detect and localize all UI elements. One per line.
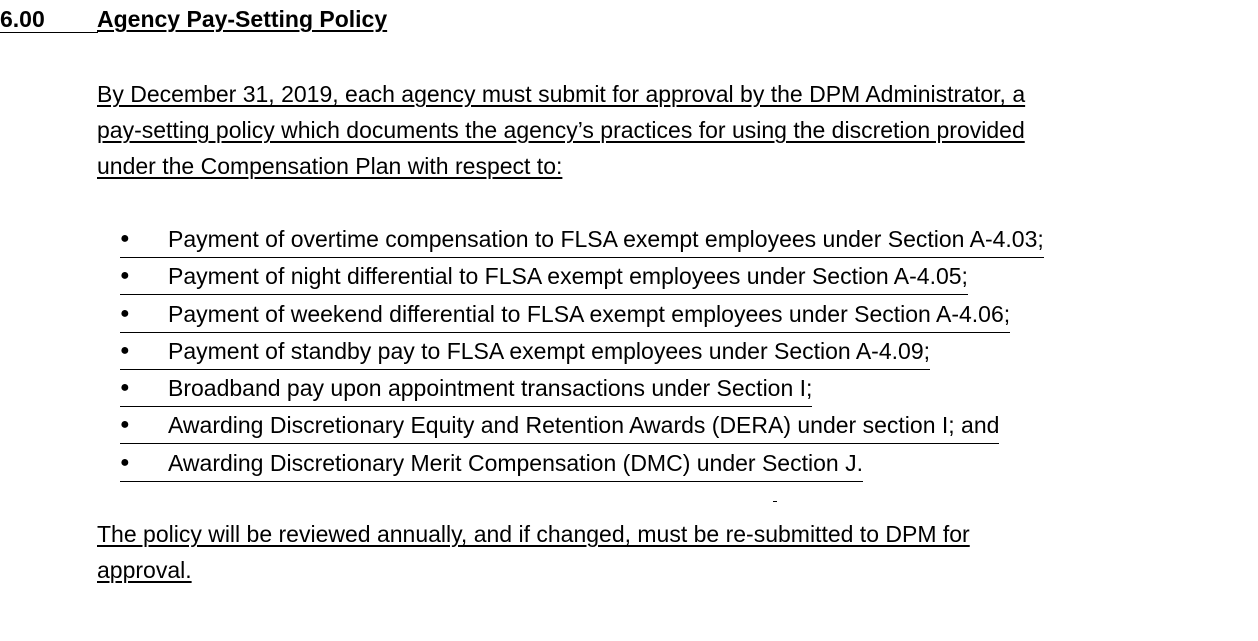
closing-paragraph (97, 516, 970, 588)
list-item-text: Payment of overtime compensation to FLSA exempt employees under Section A-4.03; (168, 226, 1044, 252)
list-item (120, 407, 1044, 444)
list-item-text: Payment of night differential to FLSA exempt employees under Section A-4.05; (168, 263, 968, 290)
list-item (120, 370, 1044, 407)
section-number: 6.00 (0, 4, 98, 33)
bullet-list (120, 221, 1044, 482)
list-item (120, 258, 1044, 295)
list-item (120, 296, 1044, 333)
intro-line: under the Compensation Plan with respect to: (97, 153, 563, 179)
section-title: Agency Pay-Setting Policy (97, 6, 388, 32)
list-item (120, 333, 1044, 370)
bullet-icon: ● (120, 229, 130, 247)
list-item (120, 221, 1044, 258)
bullet-icon: ● (120, 267, 130, 285)
closing-line: The policy will be reviewed annually, and if changed, must be re-submitted to DPM for (97, 521, 970, 547)
bullet-icon: ● (120, 304, 130, 322)
bullet-icon: ● (120, 416, 130, 434)
list-item-text: Payment of weekend differential to FLSA exempt employees under Section A-4.06; (168, 300, 1011, 327)
intro-line: By December 31, 2019, each agency must submit for approval by the DPM Administrator, a (97, 81, 1026, 107)
list-item-text: Payment of standby pay to FLSA exempt employees under Section A-4.09; (168, 337, 930, 364)
bullet-icon: ● (120, 379, 130, 397)
intro-paragraph (97, 76, 1025, 184)
list-item-text: Awarding Discretionary Equity and Retention Awards (DERA) under section I; and (168, 412, 1000, 439)
list-item-text: Broadband pay upon appointment transactions under Section I; (168, 375, 813, 402)
bullet-icon: ● (120, 453, 130, 471)
intro-line: pay-setting policy which documents the agency’s practices for using the discretion provided (97, 117, 1025, 143)
bullet-icon: ● (120, 341, 130, 359)
scan-speck (773, 501, 777, 502)
list-item (120, 445, 1044, 482)
list-item-text: Awarding Discretionary Merit Compensation (DMC) under Section J. (168, 449, 863, 476)
closing-line: approval. (97, 557, 192, 583)
